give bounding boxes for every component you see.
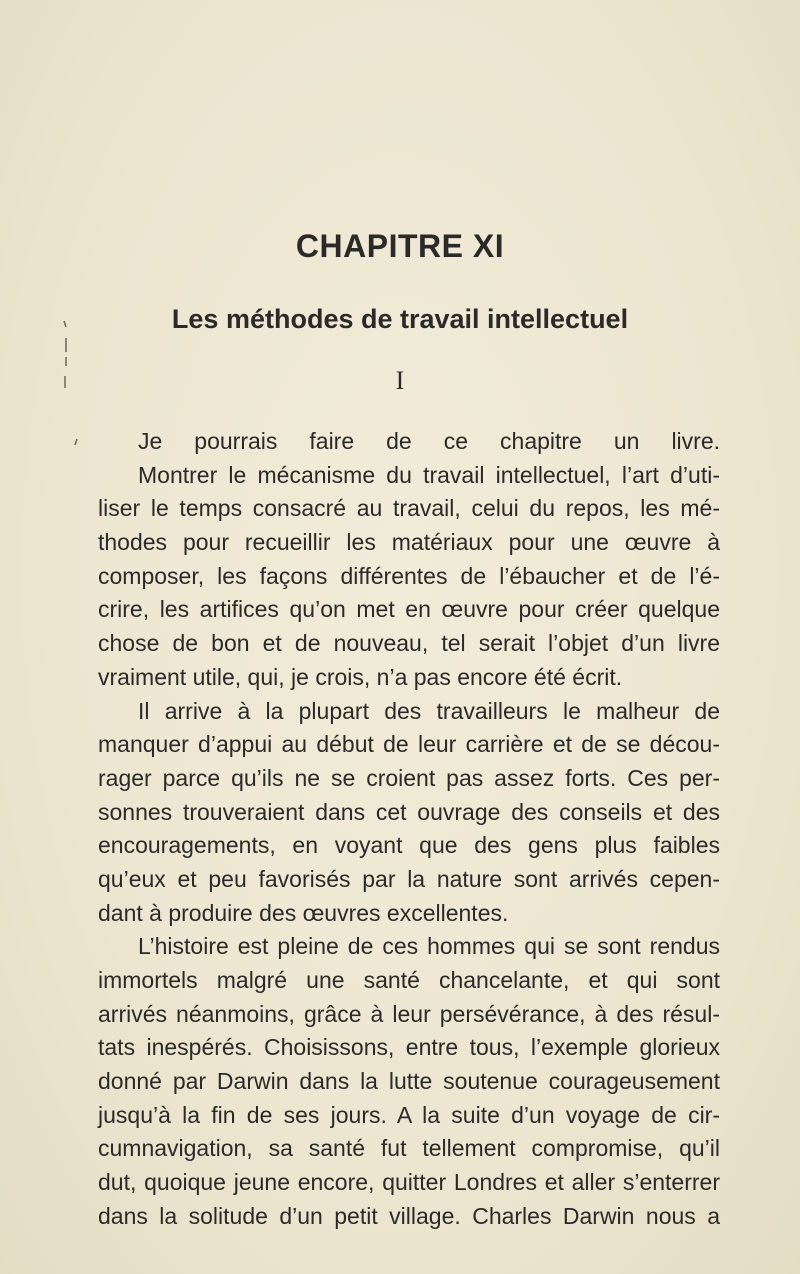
text-line: rager parce qu’ils ne se croient pas assez forts. Ces per-	[98, 764, 720, 791]
text-line: sonnes trouveraient dans cet ouvrage des conseils et des	[98, 798, 720, 825]
text-line: tats inespérés. Choisissons, entre tous, l’exemple glorieux	[98, 1034, 720, 1061]
section-number: I	[395, 366, 405, 395]
text-line: donné par Darwin dans la lutte soutenue courageusement	[98, 1068, 720, 1095]
text-line: immortels malgré une santé chancelante, et qui sont	[98, 967, 720, 993]
text-line: vraiment utile, qui, je crois, n’a pas encore été écrit.	[98, 663, 623, 690]
text-line: arrivés néanmoins, grâce à leur persévérance, à des résul-	[98, 1000, 720, 1027]
text-line: thodes pour recueillir les matériaux pour une œuvre à	[98, 529, 720, 556]
text-line: liser le temps consacré au travail, celui du repos, les mé-	[98, 495, 720, 522]
chapter-heading: CHAPITRE XI	[295, 228, 505, 264]
text-line: L’histoire est pleine de ces hommes qui se sont rendus	[138, 933, 720, 960]
body-text	[98, 425, 720, 1234]
margin-mark	[75, 439, 77, 445]
text-line: manquer d’appui au début de leur carrière et de se décou-	[98, 731, 720, 758]
text-line: dans la solitude d’un petit village. Charles Darwin nous a	[98, 1202, 720, 1229]
text-line: cumnavigation, sa santé fut tellement compromise, qu’il	[98, 1135, 720, 1162]
text-line: qu’eux et peu favorisés par la nature sont arrivés cepen-	[98, 865, 720, 892]
text-line: composer, les façons différentes de l’ébaucher et de l’é-	[98, 562, 720, 589]
text-line: chose de bon et de nouveau, tel serait l’objet d’un livre	[98, 630, 720, 657]
text-line: dant à produire des œuvres excellentes.	[98, 899, 509, 926]
text-line: jusqu’à la fin de ses jours. A la suite d’un voyage de cir-	[98, 1101, 720, 1128]
chapter-title: Les méthodes de travail intellectuel	[171, 304, 629, 334]
text-line: Il arrive à la plupart des travailleurs le malheur de	[138, 697, 720, 724]
text-line: encouragements, en voyant que des gens plus faibles	[98, 832, 720, 859]
text-line: Je pourrais faire de ce chapitre un livre.	[138, 428, 720, 454]
text-line: dut, quoique jeune encore, quitter Londres et aller s’enterrer	[98, 1169, 720, 1196]
text-line: crire, les artifices qu’on met en œuvre pour créer quelque	[98, 596, 720, 623]
text-line: Montrer le mécanisme du travail intellectuel, l’art d’uti-	[138, 461, 720, 488]
